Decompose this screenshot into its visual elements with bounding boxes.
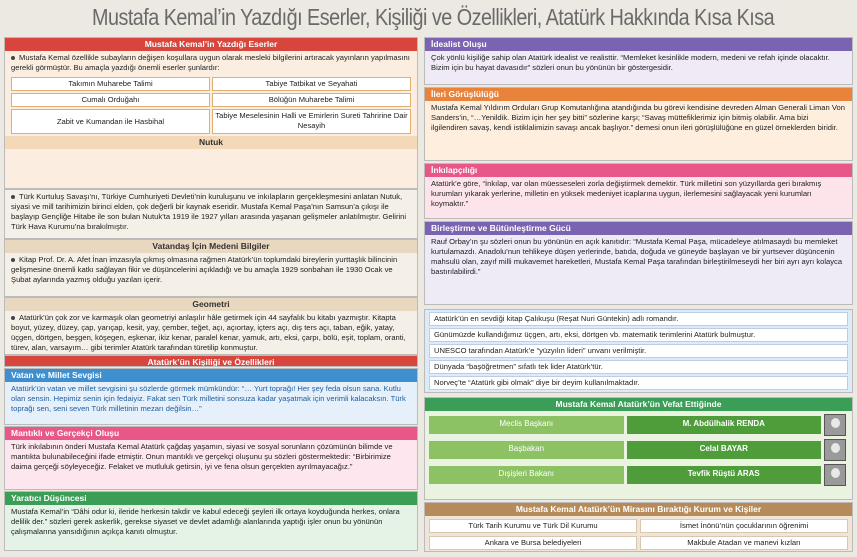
bullet-icon [11,56,15,60]
eserler-header: Mustafa Kemal’in Yazdığı Eserler [5,38,417,51]
miras-cell: İsmet İnönü’nün çocuklarının öğrenimi [640,519,848,533]
miras-section [424,502,853,552]
kisilik-section [4,355,418,367]
vefat-header: Mustafa Kemal Atatürk’ün Vefat Ettiğinde [425,398,852,411]
kisa-line: UNESCO tarafından Atatürk’e “yüzyılın lideri” unvanı verilmiştir. [429,344,848,358]
idealist-section [424,37,853,85]
vatandas-text: Kitap Prof. Dr. A. Afet İnan imzasıyla çıkmış olmasına rağmen Atatürk’ün toplumdaki bireylerin yurttaşlık bilincinin gelişmesine önemli katkı sağlayan fikir ve düşüncelerini açıkladığı ve bu amaçla 1929 sonbaharı ile 1930 Ocak ve Şubat aylarında yazmış olduğu yazıları içerir. [11,255,398,284]
vatan-header: Vatan ve Millet Sevgisi [5,369,417,382]
eser-cell: Bölüğün Muharebe Talimi [212,93,411,107]
inkilap-section [424,163,853,219]
miras-cell: Türk Tarih Kurumu ve Türk Dil Kurumu [429,519,637,533]
vefat-role: Dışişleri Bakanı [429,466,624,484]
bullet-icon [11,316,15,320]
portrait-photo [824,414,846,436]
kisa-line: Atatürk’ün en sevdiği kitap Çalıkuşu (Reşat Nuri Güntekin) adlı romandır. [429,312,848,326]
eser-cell: Cumalı Orduğahı [11,93,210,107]
mantik-text: Türk inkılabının önderi Mustafa Kemal Atatürk çağdaş yaşamın, siyasi ve sosyal sorunların çözümünün bilimde ve mantıkta bulunabileceğini ifade etmiştir. Onun mantıklı ve gerçekçi oluşunu şu sözleri göstermektedir: “Birbirimize daima gerçeği söyleyeceğiz. Felaket ve mutluluk getirsin, iyi ve fena olsun gerçekten ayrılmayacağız.” [11,442,393,471]
nutuk-section [4,189,418,239]
kisilik-header: Atatürk’ün Kişiliği ve Özellikleri [147,357,275,367]
birlestirme-text: Rauf Orbay’ın şu sözleri onun bu yönünün en açık kanıtıdır: “Mustafa Kemal Paşa, mücadeleye atılmasaydı bu memleket kurtulamazdı. Anadolu’nun tehlikeye düşen yerlerinde, batıda, doğuda ve güneyde başlayan ve bir yurtsever düşüncenin mahsulü olan, zayıf milli mukavemet hareketleri, Mustafa Kemal Paşa tarafından birleştirilmeseydi her biri ayrı ayrı kolayca bastırılabilirdi.” [431,237,843,276]
page-title: Mustafa Kemal’in Yazdığı Eserler, Kişiliği ve Özellikleri, Atatürk Hakkında Kısa Kısa [92,4,775,30]
vefat-name: Celal BAYAR [627,441,822,459]
yaratici-text: Mustafa Kemal’in “Dâhi odur ki, ileride herkesin takdir ve kabul edeceği şeyleri ilk ortaya koyduğunda herkes, onlara delilik der.” sözleri gerek askerlik, gerekse siyaset ve devlet adamlığı alanlarında yaptığı işler onun bu yönünün çalışmalarına yansıdığının açıkça kanıtı olmuştur. [11,507,400,536]
kisa-section [424,309,853,393]
kisa-line: Günümüzde kullandığımız üçgen, artı, eksi, dörtgen vb. matematik terimlerini Atatürk bulmuştur. [429,328,848,342]
miras-table [425,516,852,552]
yaratici-header: Yaratıcı Düşüncesi [5,492,417,505]
ileri-header: İleri Görüşlülüğü [425,88,852,101]
vatandas-section [4,239,418,297]
idealist-header: İdealist Oluşu [425,38,852,51]
vatan-text: Atatürk’ün vatan ve millet sevgisini şu sözlerde görmek mümkündür: “… Yurt toprağı! Her şey feda olsun sana. Kutlu olan sensin. Hepimiz senin için fedaiyiz. Fakat sen Türk milletini sonsuza kadar yaşatmak için verimli kalacaksın. Türk toprağı sen, seni seven Türk milletinin mezarı değilsin…” [11,384,406,413]
miras-cell: Ankara ve Bursa belediyeleri [429,536,637,550]
miras-cell: Makbule Atadan ve manevi kızları [640,536,848,550]
ileri-text: Mustafa Kemal Yıldırım Orduları Grup Komutanlığına atandığında bu görevi kendisine devreden Alman Generali Liman Von Sanders’in, “…Yenildik. Bizim için her şey bitti” sözlerine karşı; “Savaş müttefiklerimiz için bitmiş olabilir. Ama bizi ilgilendiren savaş, kendi istiklalimizin savaşı ancak başlıyor.” demesi onun ileri görüşlülüğüne en güzel örneklerden biridir. [431,103,845,132]
eserler-intro: Mustafa Kemal özellikle subayların değişen koşullara uygun olarak mesleki bilgilerini artıracak yayınların yapılmasını gerekli görmüştür. Bu amaçla yazdığı önemli eserler şunlardır: [11,53,410,72]
birlestirme-section [424,221,853,305]
eserler-section [4,37,418,189]
kisa-line: Dünyada “başöğretmen” sıfatlı tek lider Atatürk’tür. [429,360,848,374]
birlestirme-header: Birleştirme ve Bütünleştirme Gücü [425,222,852,235]
nutuk-header: Nutuk [5,136,417,149]
inkilap-header: İnkılapçılığı [425,164,852,177]
ileri-section [424,87,853,161]
geometri-text: Atatürk’ün çok zor ve karmaşık olan geometriyi anlaşılır hâle getirmek için 44 sayfalık bu kitabı yazmıştır. Kitapta boyut, yüzey, düzey, çap, yarıçap, kesit, yay, çember, teğet, açı, açıortay, içters açı, dış ters açı, taban, eğik, yatay, üçgen, dörtgen, beşgen, köşegen, eşkenar, ikiz kenar, paralel kenar, yamuk, artı, eksi, çarpı, bölü, eşit, toplam, oranti, türev, alan, varsayım… gibi terimler Atatürk tarafından türetilip konmuştur. [11,313,406,352]
eserler-table [5,75,417,136]
vefat-name: M. Abdülhalik RENDA [627,416,822,434]
miras-header: Mustafa Kemal Atatürk’ün Mirasını Bıraktığı Kurum ve Kişiler [425,503,852,516]
nutuk-text: Türk Kurtuluş Savaşı’nı, Türkiye Cumhuriyeti Devleti’nin kuruluşunu ve inkılapların gerçekleşmesini anlatan Nutuk, siyasi ve mill tarihimizin birinci elden, çok değerli bir kaynak eseridir. Mustafa Kemal Paşa’nın Samsun’a çıkışı ile başlayıp Gençliğe Hitabe ile son bulan Nutuk’ta 1919 ile 1927 yılları arasında yaşanan gelişmeler anlatılmıştır. Gelirini Türk Hava Kurumu’na bırakılmıştır. [11,192,407,231]
vefat-section [424,397,853,500]
geometri-header: Geometri [5,298,417,311]
vatandas-header: Vatandaş İçin Medeni Bilgiler [5,240,417,253]
eser-cell: Tabiye Tatbikat ve Seyahati [212,77,411,91]
mantik-header: Mantıklı ve Gerçekçi Oluşu [5,427,417,440]
mantik-section [4,426,418,490]
vefat-role: Meclis Başkanı [429,416,624,434]
yaratici-section [4,491,418,551]
vefat-role: Başbakan [429,441,624,459]
portrait-photo [824,439,846,461]
vefat-table [425,411,852,489]
inkilap-text: Atatürk’e göre, “İnkılap, var olan müesseseleri zorla değiştirmek demektir. Türk milletini son yüzyıllarda geri bırakmış kurumları yıkarak yerlerine, milletin en yüksek medeniyet icaplarına uygun, ilerlemesini sağlayacak yeni kurumları koymaktır.” [431,179,822,208]
bullet-icon [11,195,15,199]
vefat-name: Tevfik Rüştü ARAS [627,466,822,484]
portrait-photo [824,464,846,486]
idealist-text: Çok yönlü kişiliğe sahip olan Atatürk idealist ve realisttir. “Memleket kesinlikle modern, medeni ve refah içinde olacaktır. Bizim için bu hayat davasıdır” sözleri onun bu yönünün bir göstergesidir. [431,53,830,72]
bullet-icon [11,258,15,262]
kisa-line: Norveç’te “Atatürk gibi olmak” diye bir deyim kullanılmaktadır. [429,376,848,390]
eser-cell: Zabit ve Kumandan ile Hasbihal [11,109,210,134]
eser-cell: Takımın Muharebe Talimi [11,77,210,91]
eser-cell: Tabiye Meselesinin Halli ve Emirlerin Sureti Tahririne Dair Nesayih [212,109,411,134]
vatan-section [4,368,418,425]
geometri-section [4,297,418,355]
